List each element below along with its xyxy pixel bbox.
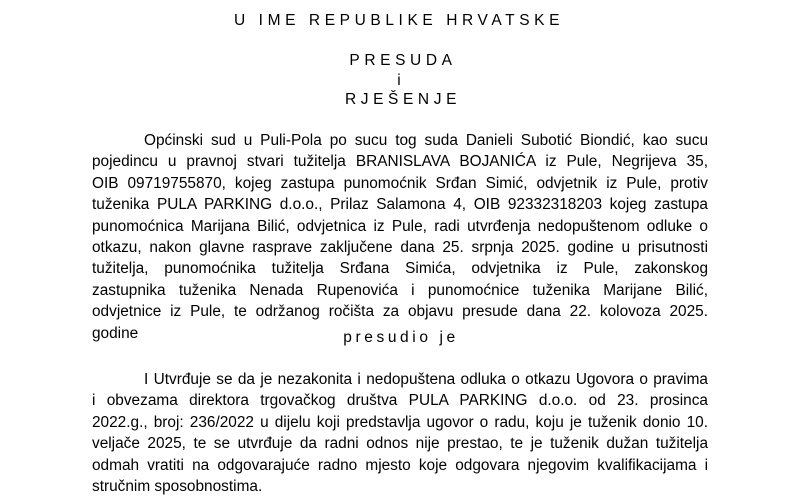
document-type-ruling: RJEŠENJE [344, 91, 462, 108]
court-title: U IME REPUBLIKE HRVATSKE [233, 12, 565, 29]
intro-line: OIB 09719755870, kojeg zastupa punomoćnik Srđan Simić, odvjetnik iz Pule, protiv [92, 174, 708, 192]
verdict-line: I Utvrđuje se da je nezakonita i nedopuštena odluka o otkazu Ugovora o pravima [144, 371, 708, 388]
verdict-line: odmah vratiti na odgovarajuće radno mjesto koje odgovara njegovim kvalifikacijama i [92, 456, 708, 474]
intro-line: Općinski sud u Puli-Pola po sucu tog suda Danieli Subotić Biondić, kao sucu [144, 132, 708, 149]
intro-line: godine [92, 324, 139, 342]
intro-line: otkazu, nakon glavne rasprave zaključene dana 25. srpnja 2025. godine u prisutnosti [92, 238, 708, 256]
verdict-line: i obvezama direktora trgovačkog društva PULA PARKING d.o.o. od 23. prosinca [92, 392, 708, 410]
intro-line: tužitelja, punomoćnika tužitelja Srđana Simića, odvjetnika iz Pule, zakonskog [92, 260, 708, 278]
verdict-line: stručnim sposobnostima. [92, 477, 263, 495]
document-type-judgment: PRESUDA [349, 52, 457, 69]
intro-line: odvjetnice iz Pule, te održanog ročišta za objavu presude dana 22. kolovoza 2025. [92, 303, 708, 321]
verdict-line: 2022.g., broj: 236/2022 u dijelu koji predstavlja ugovor o radu, koju je tuženik donio 10. [92, 413, 708, 431]
intro-line: pojedincu u pravnoj stvari tužitelja BRANISLAVA BOJANIĆA iz Pule, Negrijeva 35, [92, 153, 708, 171]
intro-line: punomoćnica Marijana Bilić, odvjetnica iz Pule, radi utvrđenja nedopuštenom odluke o [92, 217, 708, 235]
intro-paragraph [92, 130, 708, 344]
intro-line: zastupnika tuženika Nenada Rupenovića i punomoćnice tuženika Marijane Bilić, [92, 281, 708, 299]
verdict-line: veljače 2025, te se utvrđuje da radni odnos nije prestao, te je tuženik dužan tužitelja [92, 435, 708, 453]
document-type-conjunction: i [397, 72, 401, 89]
intro-line: tuženika PULA PARKING d.o.o., Prilaz Salamona 4, OIB 92332318203 kojeg zastupa [92, 196, 708, 214]
verdict-heading: presudio je [343, 329, 459, 346]
